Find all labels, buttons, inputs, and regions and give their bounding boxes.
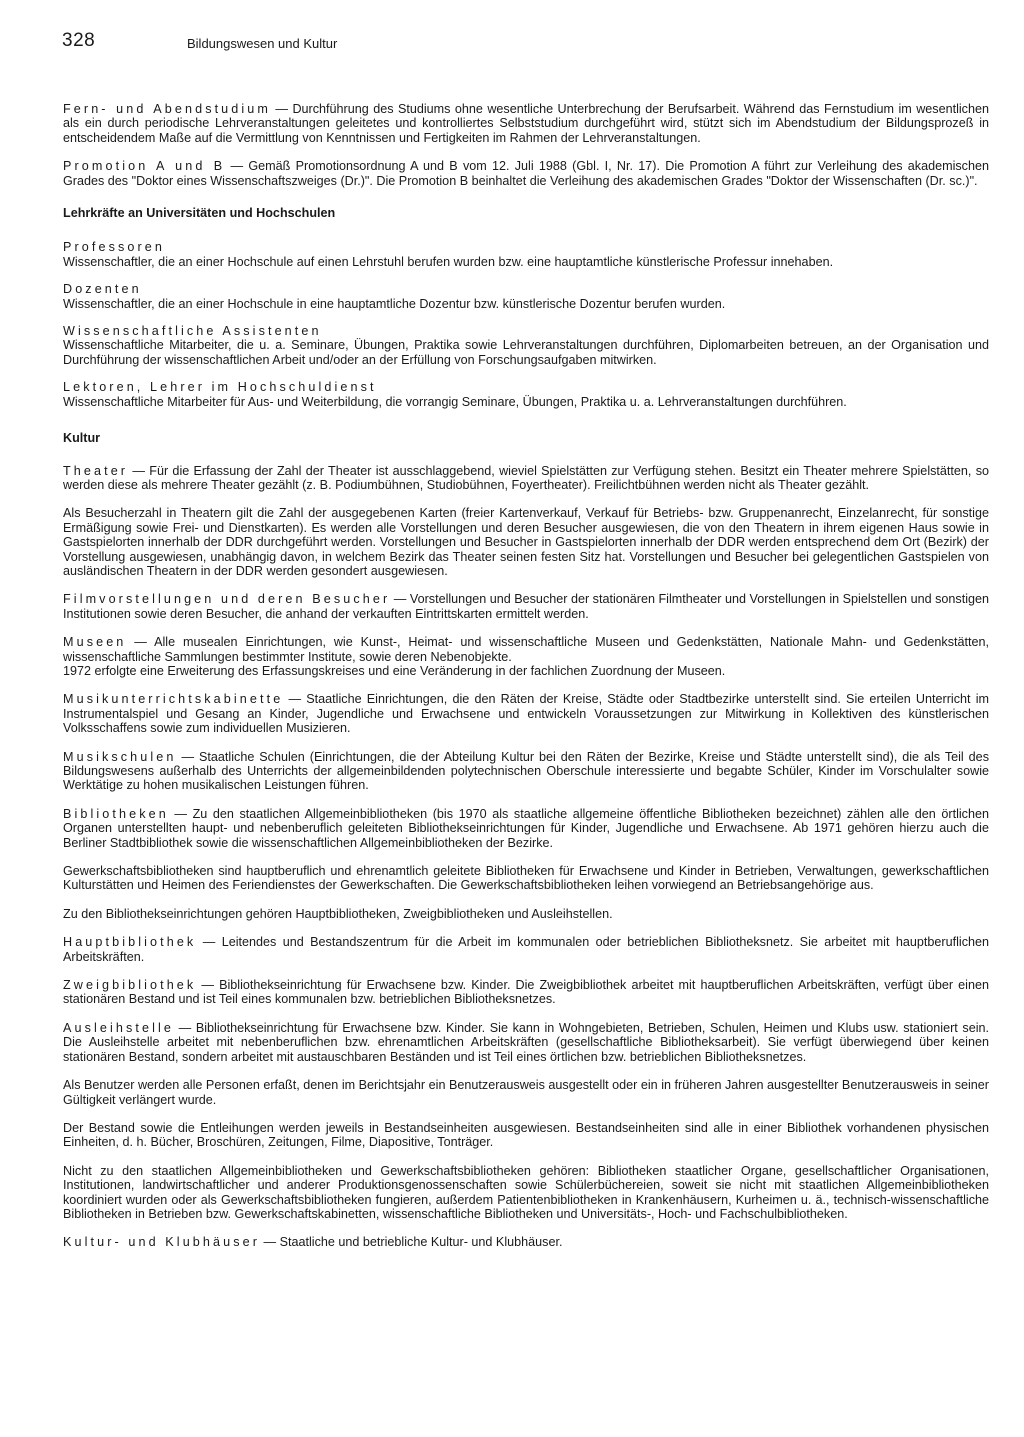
- term-assistenten: Wissenschaftliche Assistenten: [63, 324, 322, 339]
- paragraph-hauptbibliothek: [63, 935, 989, 964]
- term-zweigbibliothek: Zweigbibliothek: [63, 978, 197, 993]
- text-hauptbibliothek: — Leitendes und Bestandszentrum für die Arbeit im kommunalen oder betrieblichen Bibliotheksnetz. Sie arbeitet mit hauptberuflichen Arbeitskräften.: [63, 935, 989, 964]
- definition-assistenten: [63, 324, 989, 367]
- text-musikunterrichtskabinette: — Staatliche Einrichtungen, die den Räten der Kreise, Städte oder Stadtbezirke unterstellt sind. Sie erteilen Unterricht im Instrumentalspiel und Gesang an Kinder, Jugendliche und Erwachsene und entwickeln Voraussetzungen zur Mitwirkung in Kollektiven des künstlerischen Volksschaffens sowie zum individuellen Musizieren.: [63, 692, 989, 736]
- paragraph-filmvorstellungen: [63, 592, 989, 621]
- paragraph-musikunterrichtskabinette: [63, 692, 989, 735]
- text-ausleihstelle: — Bibliothekseinrichtung für Erwachsene bzw. Kinder. Sie kann in Wohngebieten, Betrieben, Schulen, Heimen und Klubs usw. stationiert sein. Die Ausleihstelle arbeitet mit nebenberuflichen bzw. ehrenamtlichen Arbeitskräften (gesellschaftliche Bibliotheksarbeit). Sie verfügt überwiegend über keinen stationären Bestand, sondern arbeitet mit austauschbaren Beständen und ist Teil eines örtlichen bzw. betrieblichen Bibliotheksnetzes.: [63, 1020, 989, 1064]
- text-lektoren: Wissenschaftliche Mitarbeiter für Aus- und Weiterbildung, die vorrangig Seminare, Übungen, Praktika u. a. Lehrveranstaltungen durchführen.: [63, 394, 847, 409]
- paragraph-ausleihstelle: [63, 1021, 989, 1064]
- paragraph-fernstudium: [63, 102, 989, 145]
- definition-dozenten: [63, 282, 989, 311]
- term-musikschulen: Musikschulen: [63, 749, 177, 764]
- text-fern-abendstudium: — Durchführung des Studiums ohne wesentliche Unterbrechung der Berufsarbeit. Während das Fernstudium im wesentlichen als ein durch periodische Lehrveranstaltungen geleitetes und kontrolliertes Selbststudium durchgeführt wird, stützt sich im Abendstudium der Bildungsprozeß in entscheidendem Maße auf die Vermittlung von Kenntnissen und Fertigkeiten im Rahmen der Lehrveranstaltungen.: [63, 102, 989, 145]
- definition-lektoren: [63, 380, 989, 409]
- heading-kultur: Kultur: [63, 431, 101, 446]
- term-kulturhaeuser: Kultur- und Klubhäuser: [63, 1235, 261, 1250]
- term-lektoren: Lektoren, Lehrer im Hochschuldienst: [63, 380, 377, 395]
- paragraph-kulturhaeuser: [63, 1235, 989, 1249]
- paragraph-bestand: Der Bestand sowie die Entleihungen werden jeweils in Bestandseinheiten ausgewiesen. Bestandseinheiten sind alle in einer Bibliothek vorhandenen physischen Einheiten, d. h. Bücher, Broschüren, Zeitungen, Filme, Diapositive, Tonträger.: [63, 1120, 989, 1150]
- text-assistenten: Wissenschaftliche Mitarbeiter, die u. a. Seminare, Übungen, Praktika sowie Lehrveranstaltungen durchführen, Diplomarbeiten betreuen, an der Organisation und Durchführung der wissenschaftlichen Arbeit und/oder an der Erfüllung von Forschungsaufgaben mitwirken.: [63, 338, 989, 367]
- paragraph-gewerkschaftsbibliotheken: Gewerkschaftsbibliotheken sind hauptberuflich und ehrenamtlich geleitete Bibliotheken für Erwachsene und Kinder in Betrieben, Verwaltungen, gewerkschaftlichen Kulturstätten und Heimen des Feriendienstes der Gewerkschaften. Die Gewerkschaftsbibliotheken leihen vorwiegend an Betriebsangehörige aus.: [63, 864, 989, 893]
- term-museen: Museen: [63, 635, 127, 650]
- paragraph-nicht-zugehoerig: Nicht zu den staatlichen Allgemeinbibliotheken und Gewerkschaftsbibliotheken gehören: Bibliotheken staatlicher Organe, gesellschaftlicher Organisationen, Institutionen, landwirtschaftlicher und anderer Produktionsgenossenschaften sowie Schülerbüchereien, soweit sie nicht mit staatlichen Allgemeinbibliotheken koordiniert wurden oder als Gewerkschaftsbibliotheken fungieren, außerdem Patientenbibliotheken in Krankenhäusern, Kurheimen u. ä., technisch-wissenschaftliche Bibliotheken in Betrieben bzw. Gewerkschaftskabinetten, wissenschaftliche Bibliotheken und Universitäts-, Hoch- und Fachschulbibliotheken.: [63, 1163, 989, 1221]
- term-dozenten: Dozenten: [63, 282, 142, 297]
- text-professoren: Wissenschaftler, die an einer Hochschule auf einen Lehrstuhl berufen wurden bzw. eine hauptamtliche künstlerische Professur innehaben.: [63, 254, 834, 269]
- paragraph-theater: [63, 464, 989, 493]
- text-theater: — Für die Erfassung der Zahl der Theater ist ausschlaggebend, wieviel Spielstätten zur Verfügung stehen. Besitzt ein Theater mehrere Spielstätten, so werden diese als mehrere Theater gezählt (z. B. Podiumbühnen, Studiobühnen, Foyertheater). Freilichtbühnen werden nicht als Theater gezählt.: [63, 463, 989, 492]
- text-musikschulen: — Staatliche Schulen (Einrichtungen, die der Abteilung Kultur bei den Räten der Bezirke, Kreise und Städte unterstellt sind), die als Teil des Bildungswesens außerhalb des Unterrichts der allgemeinbildenden polytechnischen Oberschule interessierte und begabte Schüler, Kinder im Vorschulalter sowie Werktätige zu hohen musikalischen Leistungen führen.: [63, 749, 989, 793]
- page-number: 328: [62, 30, 96, 51]
- term-hauptbibliothek: Hauptbibliothek: [63, 935, 197, 950]
- page-header: [62, 30, 992, 60]
- paragraph-musikschulen: [63, 750, 989, 793]
- definition-professoren: [63, 240, 989, 269]
- text-bibliotheken: — Zu den staatlichen Allgemeinbibliotheken (bis 1970 als staatliche allgemeine öffentliche Bibliotheken bezeichnet) zählen alle den örtlichen Organen unterstellten haupt- und nebenberuflich geleiteten Bibliothekseinrichtungen für Kinder, Jugendliche und Erwachsene. Ab 1971 gehören hierzu auch die Berliner Stadtbibliothek sowie die wissenschaftlichen Allgemeinbibliotheken der Bezirke.: [63, 806, 989, 850]
- paragraph-museen: [63, 635, 989, 678]
- heading-lehrkraefte: Lehrkräfte an Universitäten und Hochschulen: [63, 206, 336, 221]
- text-zweigbibliothek: — Bibliothekseinrichtung für Erwachsene bzw. Kinder. Die Zweigbibliothek arbeitet mit hauptberuflichen Arbeitskräften, verfügt über einen stationären Bestand und ist Teil eines kommunalen bzw. betrieblichen Bibliotheksnetzes.: [63, 978, 989, 1007]
- text-museen-1972: 1972 erfolgte eine Erweiterung des Erfassungskreises und eine Veränderung in der fachlichen Zuordnung der Museen.: [63, 663, 726, 678]
- term-filmvorstellungen: Filmvorstellungen und deren Besucher: [63, 592, 391, 607]
- paragraph-bibliotheken: [63, 807, 989, 850]
- term-promotion: Promotion A und B: [63, 159, 226, 174]
- paragraph-zweigbibliothek: [63, 978, 989, 1007]
- paragraph-bibliothekseinrichtungen: Zu den Bibliothekseinrichtungen gehören Hauptbibliotheken, Zweigbibliotheken und Ausleihstellen.: [63, 906, 613, 921]
- text-museen: — Alle musealen Einrichtungen, wie Kunst-, Heimat- und wissenschaftliche Museen und Gedenkstätten, Nationale Mahn- und Gedenkstätten, wissenschaftliche Sammlungen bestimmter Institute, sowie deren Nebenobjekte.: [63, 635, 989, 664]
- paragraph-benutzer: Als Benutzer werden alle Personen erfaßt, denen im Berichtsjahr ein Benutzerausweis ausgestellt oder ein in früheren Jahren ausgestellter Benutzerausweis in seiner Gültigkeit verlängert wurde.: [63, 1078, 989, 1107]
- page-content: [63, 102, 989, 1264]
- text-promotion: — Gemäß Promotionsordnung A und B vom 12. Juli 1988 (Gbl. I, Nr. 17). Die Promotion A führt zur Verleihung des akademischen Grades des "Doktor eines Wissenschaftszweiges (Dr.)". Die Promotion B beinhaltet die Verleihung des akademischen Grades "Doktor der Wissenschaften (Dr. sc.)".: [63, 159, 989, 188]
- paragraph-promotion: [63, 159, 989, 188]
- term-professoren: Professoren: [63, 240, 166, 255]
- running-title: Bildungswesen und Kultur: [187, 36, 338, 51]
- term-theater: Theater: [63, 463, 129, 478]
- term-musikunterrichtskabinette: Musikunterrichtskabinette: [63, 692, 284, 707]
- text-dozenten: Wissenschaftler, die an einer Hochschule in eine hauptamtliche Dozentur bzw. künstlerische Dozentur berufen wurden.: [63, 296, 726, 311]
- term-ausleihstelle: Ausleihstelle: [63, 1020, 175, 1035]
- text-kulturhaeuser: — Staatliche und betriebliche Kultur- und Klubhäuser.: [260, 1235, 563, 1250]
- paragraph-besucherzahl: Als Besucherzahl in Theatern gilt die Zahl der ausgegebenen Karten (freier Kartenverkauf, Verkauf für Betriebs- bzw. Gruppenanrecht, Einzelanrecht, für sonstige Ermäßigung sowie Frei- und Dienstkarten). Es werden alle Vorstellungen und deren Besucher ausgewiesen, die von den Theatern in ihrem eigenen Haus sowie in Gastspielorten innerhalb der DDR durchgeführt werden. Vorstellungen und Besucher in Gastspielorten innerhalb der DDR werden entsprechend dem Ort (Bezirk) der Vorstellung ausgewiesen, unabhängig davon, in welchem Bezirk das Theater seinen festen Sitz hat. Vorstellungen und Besucher bei gelegentlichen Gastspielen von ausländischen Theatern in der DDR werden gesondert ausgewiesen.: [63, 506, 989, 578]
- text-filmvorstellungen: — Vorstellungen und Besucher der stationären Filmtheater und Vorstellungen in Spielstellen und sonstigen Institutionen sowie deren Besucher, die anhand der verkauften Eintrittskarten ermittelt werden.: [63, 592, 990, 621]
- term-bibliotheken: Bibliotheken: [63, 806, 169, 821]
- term-fern-abendstudium: Fern- und Abendstudium: [63, 102, 271, 116]
